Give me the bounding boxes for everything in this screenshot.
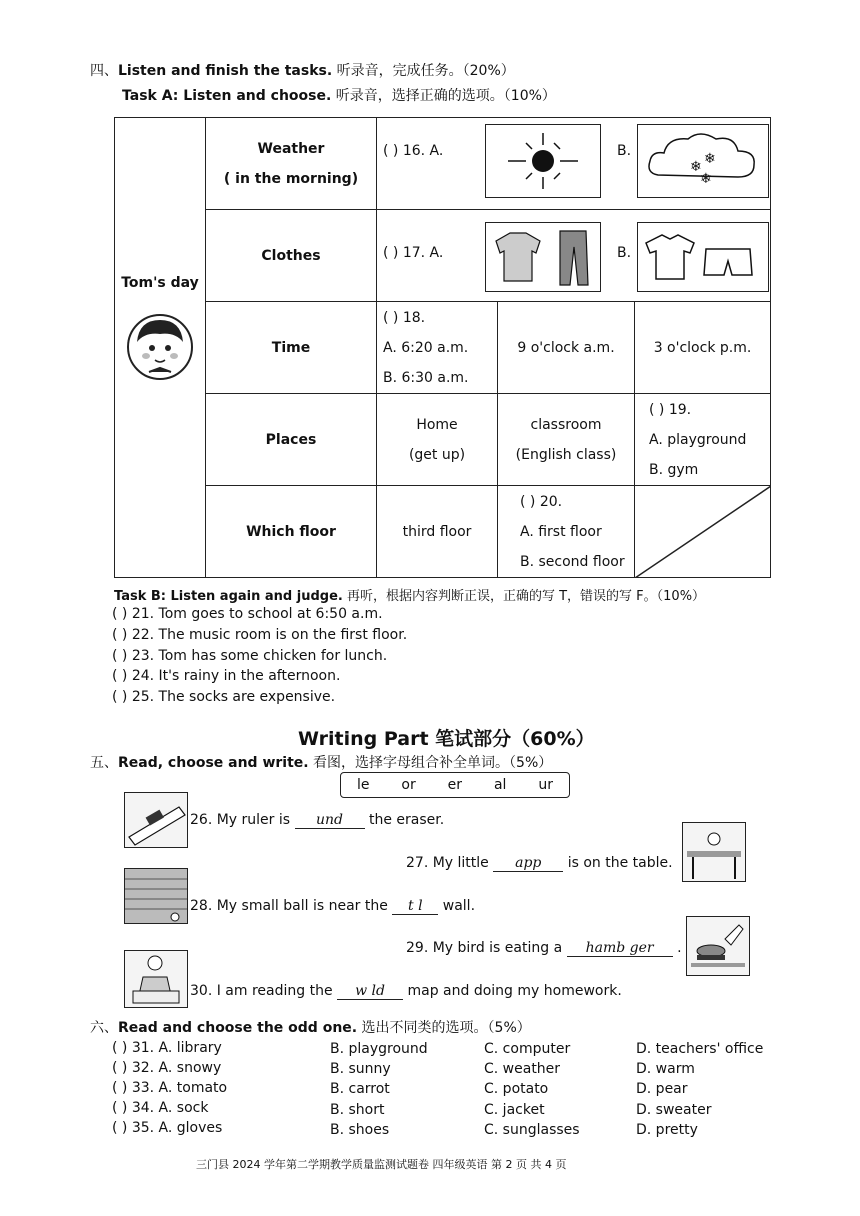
q20-cell: ( ) 20. A. first floor B. second floor	[498, 486, 635, 578]
q24: ( ) 24. It's rainy in the afternoon.	[112, 668, 341, 684]
q34-d: D. sweater	[636, 1102, 712, 1118]
q34-b: B. short	[330, 1102, 385, 1118]
snow-cloud-icon	[638, 125, 768, 197]
q34-a: ( ) 34. A. sock	[112, 1100, 209, 1116]
q17-b-label: B.	[617, 245, 632, 261]
hamburger-icon	[687, 917, 749, 975]
apple-table-picture	[682, 822, 746, 882]
ruler-eraser-picture	[124, 792, 188, 848]
section4-title: 四、Listen and finish the tasks. 听录音，完成任务。（20%）	[90, 63, 515, 79]
q33-a: ( ) 33. A. tomato	[112, 1080, 228, 1096]
q28-answer[interactable]: t l	[392, 898, 438, 915]
time-9am: 9 o'clock a.m.	[498, 302, 635, 394]
q16-option-a	[485, 124, 601, 198]
q21: ( ) 21. Tom goes to school at 6:50 a.m.	[112, 606, 383, 622]
q30: 30. I am reading the w ld map and doing my homework.	[190, 983, 622, 999]
q33-b: B. carrot	[330, 1081, 390, 1097]
q34-c: C. jacket	[484, 1102, 545, 1118]
place-classroom: classroom (English class)	[498, 394, 635, 486]
q35-a: ( ) 35. A. gloves	[112, 1120, 223, 1136]
q35-d: D. pretty	[636, 1122, 698, 1138]
q33-c: C. potato	[484, 1081, 549, 1097]
sun-icon	[486, 125, 600, 197]
place-home: Home (get up)	[377, 394, 498, 486]
diagonal-line	[635, 486, 771, 578]
time-3pm: 3 o'clock p.m.	[635, 302, 771, 394]
writing-part-title: Writing Part 笔试部分（60%）	[298, 728, 595, 750]
letter-option: or	[401, 777, 416, 793]
letter-option: le	[356, 777, 370, 793]
tom-day-table	[114, 117, 771, 578]
q35-b: B. shoes	[330, 1122, 390, 1138]
q26-answer[interactable]: und	[295, 812, 365, 829]
q31-a: ( ) 31. A. library	[112, 1040, 222, 1056]
page-footer: 三门县 2024 学年第二学期教学质量监测试题卷 四年级英语 第 2 页 共 4 页	[196, 1158, 567, 1171]
letter-option: ur	[538, 777, 553, 793]
brick-wall-icon	[125, 869, 187, 923]
q27-answer[interactable]: app	[493, 855, 563, 872]
q19-cell: ( ) 19. A. playground B. gym	[635, 394, 771, 486]
q25: ( ) 25. The socks are expensive.	[112, 689, 336, 705]
svg-text:❄: ❄	[704, 151, 716, 167]
bird-hamburger-picture	[686, 916, 750, 976]
row-clothes-label: Clothes	[206, 210, 377, 302]
row-weather-label: Weather ( in the morning)	[206, 118, 377, 210]
tshirt-shorts-icon	[638, 223, 768, 291]
q30-answer[interactable]: w ld	[337, 983, 403, 1000]
q27: 27. My little app is on the table.	[406, 855, 673, 871]
q32-b: B. sunny	[330, 1061, 391, 1077]
q29-answer[interactable]: hamb ger	[567, 940, 673, 957]
q17-label: ( ) 17. A.	[383, 245, 444, 261]
q32-d: D. warm	[636, 1061, 695, 1077]
q31-d: D. teachers' office	[636, 1041, 764, 1057]
tom-portrait-icon	[125, 312, 195, 382]
q35-c: C. sunglasses	[484, 1122, 580, 1138]
q23: ( ) 23. Tom has some chicken for lunch.	[112, 648, 388, 664]
taskB-title: Task B: Listen again and judge. 再听，根据内容判断正误，正确的写 T，错误的写 F。（10%）	[114, 589, 706, 604]
row-time-label: Time	[206, 302, 377, 394]
letter-options-box	[340, 772, 570, 798]
row-floor-label: Which floor	[206, 486, 377, 578]
letter-option: er	[447, 777, 463, 793]
q26: 26. My ruler is und the eraser.	[190, 812, 445, 828]
apple-icon	[683, 823, 745, 881]
q16-label: ( ) 16. A.	[383, 143, 444, 159]
q16-cell	[377, 118, 771, 210]
ruler-icon	[125, 793, 187, 847]
tom-day-cell	[115, 118, 206, 578]
q22: ( ) 22. The music room is on the first floor.	[112, 627, 408, 643]
section5-title: 五、Read, choose and write. 看图，选择字母组合补全单词。（5%）	[90, 755, 553, 771]
q31-b: B. playground	[330, 1041, 428, 1057]
row-places-label: Places	[206, 394, 377, 486]
ball-wall-picture	[124, 868, 188, 924]
sweater-pants-icon	[486, 223, 600, 291]
floor-third: third floor	[377, 486, 498, 578]
q32-a: ( ) 32. A. snowy	[112, 1060, 222, 1076]
letter-option: al	[493, 777, 507, 793]
q18-cell: ( ) 18. A. 6:20 a.m. B. 6:30 a.m.	[377, 302, 498, 394]
q16-option-b	[637, 124, 769, 198]
q29: 29. My bird is eating a hamb ger .	[406, 940, 682, 956]
boy-reading-picture	[124, 950, 188, 1008]
taskA-title: Task A: Listen and choose. 听录音，选择正确的选项。（10%）	[122, 88, 556, 104]
boy-reading-icon	[125, 951, 187, 1007]
q17-cell	[377, 210, 771, 302]
q16-b-label: B.	[617, 143, 632, 159]
svg-text:❄: ❄	[700, 171, 712, 187]
svg-text:❄: ❄	[690, 159, 702, 175]
tom-day-label: Tom's day	[121, 275, 199, 291]
q17-option-b	[637, 222, 769, 292]
empty-diagonal-cell	[635, 486, 771, 578]
q31-c: C. computer	[484, 1041, 571, 1057]
section6-title: 六、Read and choose the odd one. 选出不同类的选项。（5%）	[90, 1020, 531, 1036]
q28: 28. My small ball is near the t l wall.	[190, 898, 476, 914]
q17-option-a	[485, 222, 601, 292]
q33-d: D. pear	[636, 1081, 688, 1097]
q32-c: C. weather	[484, 1061, 561, 1077]
